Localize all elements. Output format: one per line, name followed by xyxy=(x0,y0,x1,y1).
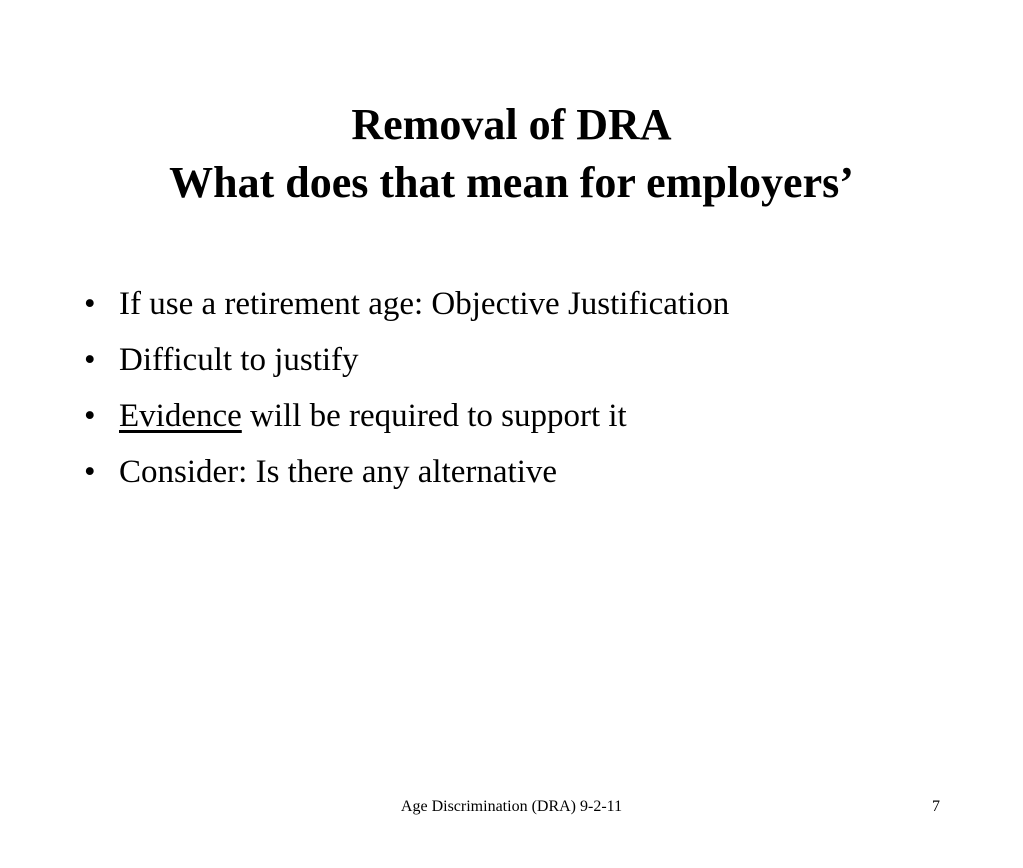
bullet-underlined-word: Evidence xyxy=(119,398,242,434)
bullet-text: Consider: Is there any alternative xyxy=(119,454,558,490)
bullet-icon: • xyxy=(84,342,96,378)
bullet-list xyxy=(84,276,729,500)
page-number: 7 xyxy=(932,798,940,815)
bullet-item xyxy=(84,332,729,388)
slide-title xyxy=(0,96,1023,212)
bullet-item xyxy=(84,388,729,444)
bullet-text: will be required to support it xyxy=(241,398,627,434)
bullet-icon: • xyxy=(84,398,96,434)
bullet-icon: • xyxy=(84,454,96,490)
bullet-text: Difficult to justify xyxy=(119,342,359,378)
bullet-icon: • xyxy=(84,286,96,322)
bullet-item xyxy=(84,444,729,500)
bullet-item xyxy=(84,276,729,332)
footer-text: Age Discrimination (DRA) 9-2-11 xyxy=(400,798,623,815)
bullet-text: If use a retirement age: Objective Justification xyxy=(119,286,730,322)
title-line-2: What does that mean for employers’ xyxy=(169,158,854,207)
title-line-1: Removal of DRA xyxy=(351,100,672,149)
